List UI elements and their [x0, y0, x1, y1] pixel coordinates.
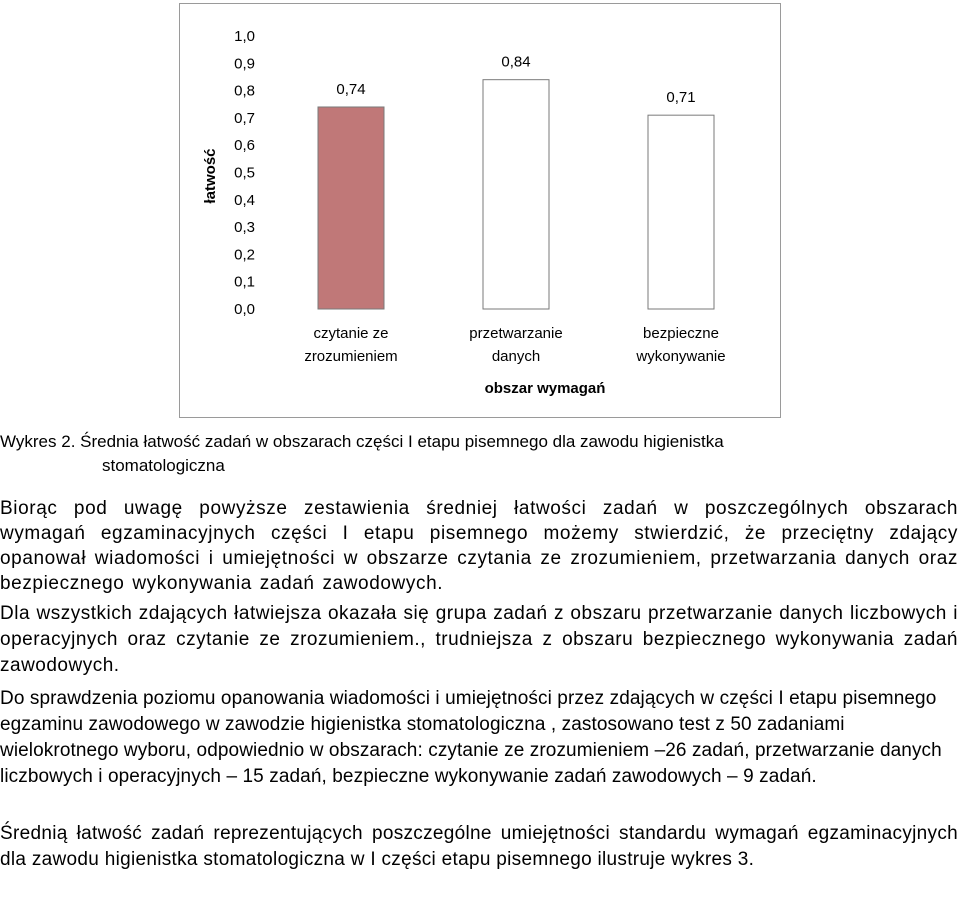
y-tick-label: 0,2: [234, 246, 255, 264]
data-label: 0,84: [501, 53, 531, 71]
category-labels: [304, 325, 725, 365]
x-axis-title: obszar wymagań: [484, 380, 606, 397]
y-tick-label: 0,7: [234, 109, 255, 127]
data-label: 0,74: [336, 80, 366, 98]
bar: [318, 107, 384, 309]
bars: [318, 80, 714, 309]
y-tick-label: 1,0: [234, 28, 255, 45]
caption-line-1: Wykres 2. Średnia łatwość zadań w obszarach części I etapu pisemnego dla zawodu higienistka: [0, 432, 724, 451]
y-tick-label: 0,1: [234, 273, 255, 291]
category-label: bezpieczne: [643, 325, 719, 342]
category-label: przetwarzanie: [469, 325, 563, 342]
category-label: wykonywanie: [636, 348, 726, 365]
caption-line-2: stomatologiczna: [102, 456, 225, 475]
category-label: zrozumieniem: [304, 348, 398, 365]
chart-frame: [179, 3, 781, 418]
y-tick-label: 0,8: [234, 82, 255, 100]
y-tick-label: 0,9: [234, 55, 255, 73]
y-tick-label: 0,6: [234, 137, 255, 155]
y-tick-label: 0,5: [234, 164, 255, 182]
bar: [483, 80, 549, 309]
data-label: 0,71: [666, 89, 696, 107]
paragraph-next-figure: Średnią łatwość zadań reprezentujących poszczególne umiejętności standardu wymagań egzaminacyjnych dla zawodu higienistka stomatologiczna w I części etapu pisemnego ilustruje wykres 3.: [0, 823, 958, 870]
y-tick-label: 0,4: [234, 191, 255, 209]
paragraph-test-description: Do sprawdzenia poziomu opanowania wiadomości i umiejętności przez zdających w części I etapu pisemnego egzaminu zawodowego w zawodzie higienistka stomatologiczna , zastosowano test z 50 zadaniami wielokrotnego wyboru, odpowiednio w obszarach: czytanie ze zrozumieniem –26 zadań, przetwarzanie danych liczbowych i operacyjnych – 15 zadań, bezpieczne wykonywanie zadań zawodowych – 9 zadań.: [0, 688, 942, 787]
y-tick-label: 0,0: [234, 301, 255, 318]
category-label: danych: [491, 348, 541, 365]
bar: [648, 115, 714, 309]
paragraph-summary: Biorąc pod uwagę powyższe zestawienia średniej łatwości zadań w poszczególnych obszarach wymagań egzaminacyjnych części I etapu pisemnego możemy stwierdzić, że przeciętny zdający opanował wiadomości i umiejętności w obszarze czytania ze zrozumieniem, przetwarzania danych oraz bezpiecznego wykonywania zadań zawodowych.: [0, 498, 958, 594]
paragraph-comparison: Dla wszystkich zdających łatwiejsza okazała się grupa zadań z obszaru przetwarzanie danych liczbowych i operacyjnych oraz czytanie ze zrozumieniem., trudniejsza z obszaru bezpiecznego wykonywania zadań zawodowych.: [0, 603, 958, 676]
y-tick-labels: [234, 28, 255, 318]
y-tick-label: 0,3: [234, 219, 255, 237]
y-axis-title: łatwość: [202, 148, 219, 204]
bar-chart: [180, 4, 782, 419]
figure-caption: [0, 430, 960, 478]
category-label: czytanie ze: [313, 325, 389, 342]
